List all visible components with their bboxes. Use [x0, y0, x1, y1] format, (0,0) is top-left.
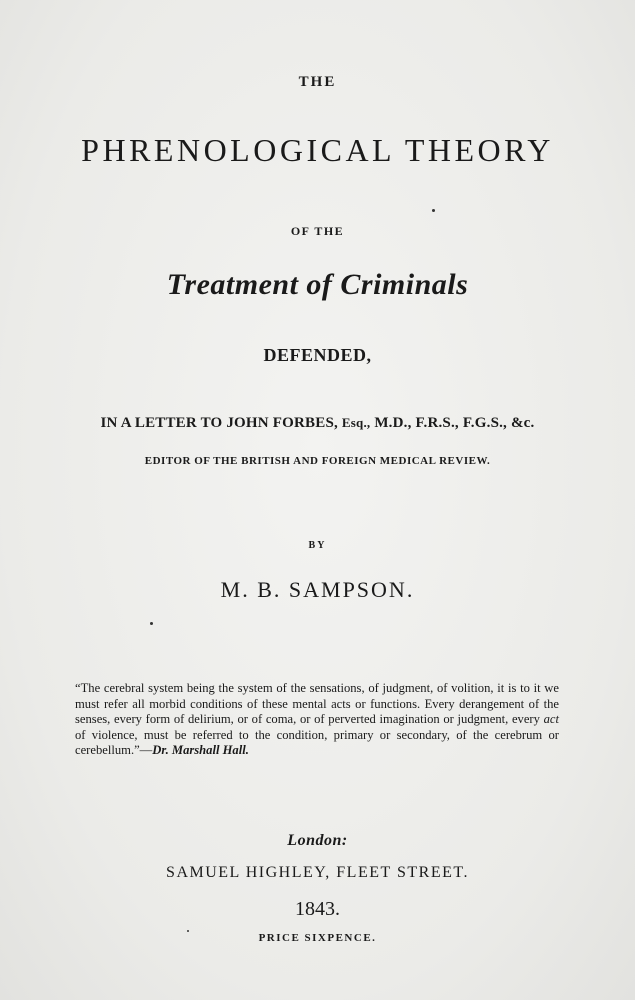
defended-heading: DEFENDED,	[263, 345, 372, 365]
letter-main: IN A LETTER TO JOHN FORBES,	[100, 415, 338, 431]
by-line: BY	[308, 540, 327, 551]
ink-speck	[432, 209, 435, 212]
price: PRICE SIXPENCE.	[258, 932, 377, 944]
publication-year: 1843.	[295, 898, 340, 920]
quote-body: “The cerebral system being the system of the sensations, of judgment, of volition, it is to it we must refer all morbid conditions of these mental acts or functions. Every derangement of the senses, every form of delirium, or of coma, or of perverted imagination or judgment, every	[75, 681, 559, 726]
quote-emphasis: act	[543, 712, 559, 726]
place-of-publication: London:	[287, 832, 348, 849]
editor-line: EDITOR OF THE BRITISH AND FOREIGN MEDICAL REVIEW.	[144, 455, 491, 467]
letter-degrees: M.D., F.R.S., F.G.S., &c.	[374, 415, 535, 431]
quote-body-end: of violence, must be referred to the condition, primary or secondary, of the cerebrum or cerebellum.”—	[75, 727, 559, 757]
quote-attribution: Dr. Marshall Hall.	[152, 743, 249, 757]
letter-line	[0, 415, 635, 432]
title-the: THE	[298, 74, 337, 90]
ink-speck	[150, 622, 153, 625]
publisher: SAMUEL HIGHLEY, FLEET STREET.	[166, 864, 469, 881]
epigraph-quote	[75, 681, 559, 759]
subtitle: Treatment of Criminals	[166, 268, 469, 301]
author-name: M. B. SAMPSON.	[220, 577, 415, 602]
letter-esq: Esq.,	[341, 415, 371, 430]
title-of-the: OF THE	[290, 224, 345, 238]
main-title: PHRENOLOGICAL THEORY	[81, 132, 554, 168]
